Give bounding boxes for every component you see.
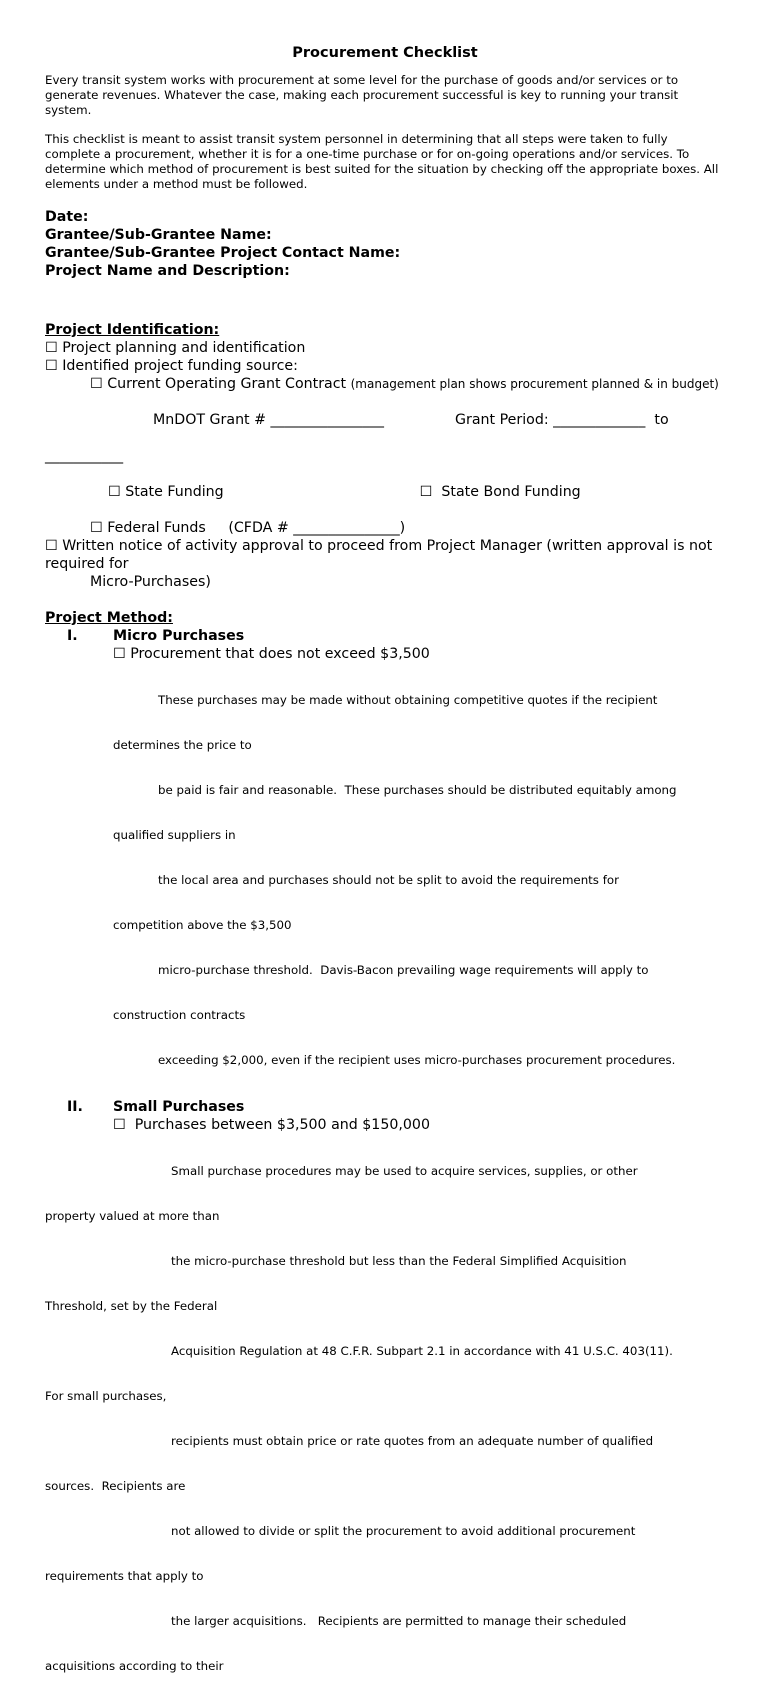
intro-paragraph-1: Every transit system works with procurement at some level for the purchase of goods and/or services or to generate revenues. Whatever the case, making each procurement successful is key to running your transit system. [45,73,679,117]
operating-grant-note: (management plan shows procurement planned & in budget) [350,377,719,391]
mndot-grant-field[interactable]: MnDOT Grant # ________________ [153,412,385,428]
desc-line: recipients must obtain price or rate quotes from an adequate number of qualified [171,1434,654,1448]
desc-line-wrap: acquisitions according to their [45,1659,224,1673]
desc-line: be paid is fair and reasonable. These purchases should be distributed equitably among [158,783,677,797]
checkbox-federal-funds[interactable]: ☐ Federal Funds (CFDA # _______________) [90,520,406,536]
desc-line-wrap: requirements that apply to [45,1569,204,1583]
desc-line: the local area and purchases should not be split to avoid the requirements for [158,873,619,887]
document-title: Procurement Checklist [292,45,478,61]
checkbox-written-notice[interactable]: ☐ Written notice of activity approval to proceed from Project Manager (written approval is not required for [45,538,713,572]
micro-purchases-description [45,663,725,1098]
checkbox-state-funding[interactable]: ☐ State Funding [108,484,224,500]
header-fields [45,208,725,280]
checkbox-funding-source[interactable]: ☐ Identified project funding source: [45,358,298,374]
desc-line: not allowed to divide or split the procurement to avoid additional procurement [171,1524,636,1538]
desc-line: These purchases may be made without obtaining competitive quotes if the recipient [158,693,658,707]
desc-line-wrap: qualified suppliers in [113,828,236,842]
checkbox-operating-grant[interactable]: ☐ Current Operating Grant Contract [90,376,347,392]
date-field-label: Date: [45,209,89,225]
small-purchases-heading [45,1098,725,1116]
micro-purchases-title: Micro Purchases [113,628,245,644]
document-page [45,44,725,1704]
checkbox-project-planning[interactable]: ☐ Project planning and identification [45,340,306,356]
small-purchases-numeral: II. [67,1099,83,1115]
checkbox-micro-purchase[interactable]: ☐ Procurement that does not exceed $3,500 [113,646,430,662]
desc-line-wrap: For small purchases, [45,1389,167,1403]
grant-period-field[interactable]: Grant Period: _____________ to [455,412,669,428]
operating-grant-row [45,375,725,393]
desc-line: Small purchase procedures may be used to acquire services, supplies, or other [171,1164,638,1178]
contact-name-field-label: Grantee/Sub-Grantee Project Contact Name: [45,245,401,261]
grantee-name-field-label: Grantee/Sub-Grantee Name: [45,227,272,243]
desc-line-wrap: determines the price to [113,738,252,752]
desc-line: the micro-purchase threshold but less than the Federal Simplified Acquisition [171,1254,627,1268]
small-purchases-title: Small Purchases [113,1099,245,1115]
desc-line: Acquisition Regulation at 48 C.F.R. Subpart 2.1 in accordance with 41 U.S.C. 403(11). [171,1344,673,1358]
project-identification-heading: Project Identification: [45,322,220,338]
mndot-grant-row [45,393,725,447]
intro-paragraph-2: This checklist is meant to assist transit system personnel in determining that all steps were taken to fully complete a procurement, whether it is for a one-time purchase or for on-going operations and/or services. To determine which method of procurement is best suited for the situation by checking off the appropriate boxes. All elements under a method must be followed. [45,132,719,191]
project-name-field-label: Project Name and Description: [45,263,290,279]
micro-purchases-numeral: I. [67,628,78,644]
micro-purchases-heading [45,627,725,645]
desc-line-wrap: Threshold, set by the Federal [45,1299,218,1313]
grant-period-end-field[interactable]: ___________ [45,448,124,464]
desc-line: micro-purchase threshold. Davis-Bacon prevailing wage requirements will apply to [158,963,649,977]
desc-line-wrap: sources. Recipients are [45,1479,186,1493]
desc-line-wrap: competition above the $3,500 [113,918,292,932]
project-method-heading: Project Method: [45,610,173,626]
desc-line-wrap: property valued at more than [45,1209,220,1223]
checkbox-state-bond-funding[interactable]: ☐ State Bond Funding [419,484,581,500]
checkbox-small-purchase[interactable]: ☐ Purchases between $3,500 and $150,000 [113,1117,430,1133]
desc-line: the larger acquisitions. Recipients are permitted to manage their scheduled [171,1614,627,1628]
funding-type-row [45,465,725,519]
small-purchases-description [45,1134,725,1704]
written-notice-continuation: Micro-Purchases) [90,574,211,590]
desc-line-wrap: construction contracts [113,1008,246,1022]
desc-line: exceeding $2,000, even if the recipient uses micro-purchases procurement procedures. [158,1053,676,1067]
